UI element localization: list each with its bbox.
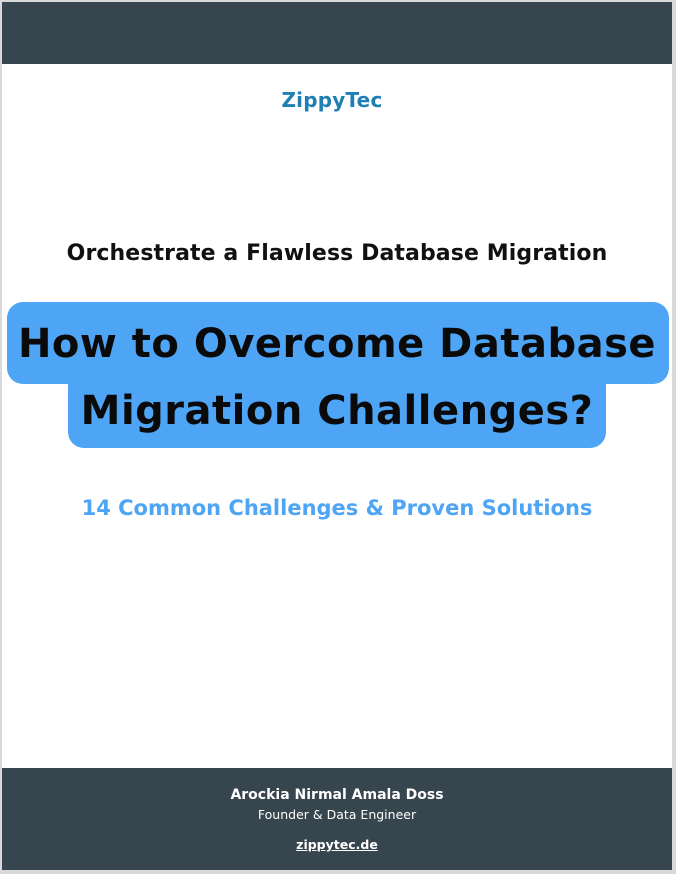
cover-subtitle: Orchestrate a Flawless Database Migration bbox=[66, 241, 608, 266]
footer-bar bbox=[2, 768, 672, 870]
author-role: Founder & Data Engineer bbox=[257, 807, 417, 822]
brand-logo: ZippyTec bbox=[281, 88, 383, 112]
website-link[interactable]: zippytec.de bbox=[296, 837, 378, 852]
headline-line1: How to Overcome Database bbox=[17, 321, 657, 367]
top-bar bbox=[2, 2, 672, 64]
cover-tagline: 14 Common Challenges & Proven Solutions bbox=[81, 496, 593, 520]
author-name: Arockia Nirmal Amala Doss bbox=[230, 787, 444, 803]
headline-line2: Migration Challenges? bbox=[80, 388, 594, 434]
cover-page bbox=[2, 2, 672, 870]
